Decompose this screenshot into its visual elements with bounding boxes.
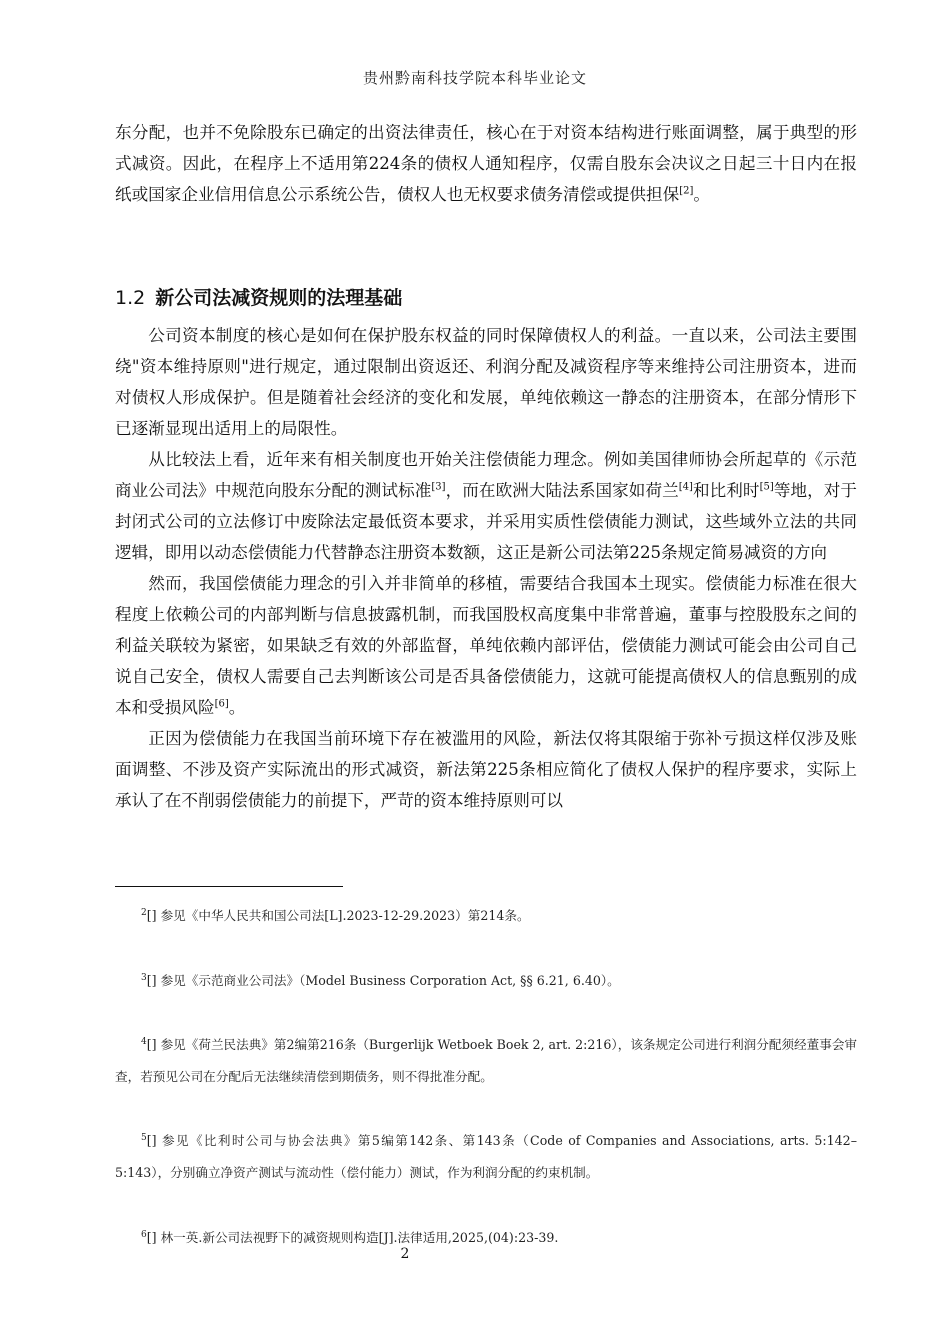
paragraph-text: 和比利时 [692,481,760,500]
paragraph-local-reality [115,568,857,723]
citation-ref[interactable]: [5] [759,481,774,493]
paragraph-end: 。 [228,698,246,717]
footnote-mark: 4 [141,1036,147,1047]
footnote-mark: 5 [141,1132,147,1143]
intro-paragraph [115,117,857,210]
intro-paragraph-text: 东分配，也并不免除股东已确定的出资法律责任，核心在于对资本结构进行账面调整，属于典型的形式减资。因此，在程序上不适用第224条的债权人通知程序，仅需自股东会决议之日起三十日内在报纸或国家企业信用信息公示系统公告，债权人也无权要求债务清偿或提供担保 [115,123,857,204]
paragraph-comparative-law [115,444,857,568]
paragraph-capital-system: 公司资本制度的核心是如何在保护股东权益的同时保障债权人的利益。一直以来，公司法主要围绕"资本维持原则"进行规定，通过限制出资返还、利润分配及减资程序等来维持公司注册资本，进而对债权人形成保护。但是随着社会经济的变化和发展，单纯依赖这一静态的注册资本，在部分情形下已逐渐显现出适用上的局限性。 [115,326,857,438]
paragraph-abuse-risk: 正因为偿债能力在我国当前环境下存在被滥用的风险，新法仅将其限缩于弥补亏损这样仅涉及账面调整、不涉及资产实际流出的形式减资，新法第225条相应简化了债权人保护的程序要求，实际上承认了在不削弱偿债能力的前提下，严苛的资本维持原则可以 [115,729,857,810]
intro-paragraph-end: 。 [693,185,710,204]
footnote-3 [115,965,857,997]
paragraph-text: 然而，我国偿债能力理念的引入并非简单的移植，需要结合我国本土现实。偿债能力标准在很大程度上依赖公司的内部判断与信息披露机制，而我国股权高度集中非常普遍，董事与控股股东之间的利益关联较为紧密，如果缺乏有效的外部监督，单纯依赖内部评估，偿债能力测试可能会由公司自己说自己安全，债权人需要自己去判断该公司是否具备偿债能力，这就可能提高债权人的信息甄别的成本和受损风险 [115,574,857,717]
section-title: 新公司法减资规则的法理基础 [155,287,403,309]
section-heading [115,283,402,310]
footnote-text: [] 参见《荷兰民法典》第2编第216条（Burgerlijk Wetboek Boek 2, art. 2:216），该条规定公司进行利润分配须经董事会审查，若预见公司在分配后无法继续清偿到期债务，则不得批准分配。 [115,1037,858,1084]
page-number: 2 [400,1246,410,1262]
footnote-text: [] 参见《中华人民共和国公司法[L].2023-12-29.2023）第214条。 [146,908,530,923]
section-number: 1.2 [115,287,146,309]
citation-ref[interactable]: [2] [679,185,694,197]
footnote-mark: 3 [141,972,147,983]
citation-ref[interactable]: [4] [678,481,693,493]
paragraph-text: 等地，对于封闭式公司的立法修订中废除法定最低资本要求，并采用实质性偿债能力测试，这些域外立法的共同逻辑，即用以动态偿债能力代替静态注册资本数额，这正是新公司法第225条规定简易减资的方向 [115,481,858,562]
footnote-2 [115,900,857,932]
footnote-divider [115,886,343,887]
footnote-text: [] 参见《比利时公司与协会法典》第5编第142条、第143条（Code of Companies and Associations, arts. 5:142–5:143），分别确立净资产测试与流动性（偿付能力）测试，作为利润分配的约束机制。 [115,1133,857,1180]
paragraph-text: 从比较法上看，近年来有相关制度也开始关注偿债能力理念。例如美国律师协会所起草的《示范商业公司法》中规范向股东分配的测试标准 [115,450,857,500]
section-body [115,320,857,816]
running-header: 贵州黔南科技学院本科毕业论文 [362,69,587,87]
footnote-mark: 2 [141,907,147,918]
paragraph-text: ，而在欧洲大陆法系国家如荷兰 [445,481,679,500]
footnote-text: [] 参见《示范商业公司法》（Model Business Corporation Act, §§ 6.21, 6.40）。 [146,973,620,988]
footnote-text: [] 林一英.新公司法视野下的减资规则构造[J].法律适用,2025,(04):23-39. [146,1230,559,1245]
footnote-4 [115,1029,857,1093]
citation-ref[interactable]: [6] [214,698,229,710]
citation-ref[interactable]: [3] [431,481,446,493]
footnote-mark: 6 [141,1229,147,1240]
footnote-5 [115,1125,857,1189]
